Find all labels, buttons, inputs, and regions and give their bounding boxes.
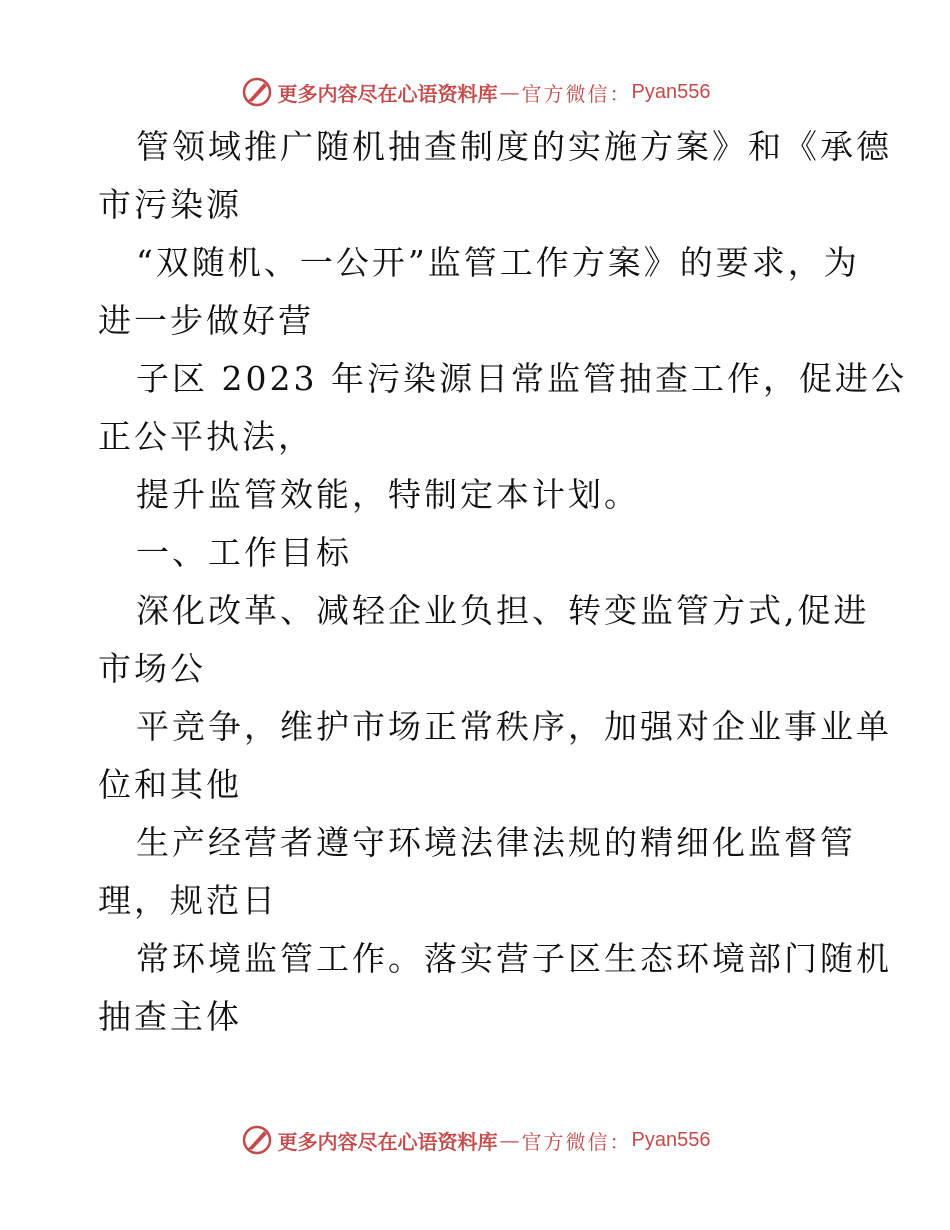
text-line: 抽查主体 (98, 997, 242, 1036)
text-line: 深化改革、减轻企业负担、转变监管方式,促进 (136, 591, 870, 630)
text-line: 子区 2023 年污染源日常监管抽查工作，促进公 (136, 359, 907, 398)
text-line: 理，规范日 (98, 881, 278, 920)
header-watermark (0, 72, 950, 112)
banner-wechat-id: Pyan556 (631, 80, 711, 103)
banner-sub-text: 官方微信： (521, 1129, 632, 1154)
banner-dash: — (499, 1128, 520, 1152)
quill-logo-icon (240, 75, 274, 109)
text-line: 正公平执法， (98, 417, 314, 456)
text-line: 一、工作目标 (136, 533, 352, 572)
text-line: 提升监管效能，特制定本计划。 (136, 475, 640, 514)
banner-sub-text: 官方微信： (521, 81, 632, 106)
banner-wechat-id: Pyan556 (631, 1128, 711, 1151)
text-line: 管领域推广随机抽查制度的实施方案》和《承德 (136, 127, 892, 166)
text-line: 生产经营者遵守环境法律法规的精细化监督管 (136, 823, 856, 862)
document-body (98, 118, 907, 1046)
quill-logo-icon (240, 1123, 274, 1157)
text-line: 进一步做好营 (98, 301, 314, 340)
text-line: “双随机、一公开”监管工作方案》的要求，为 (136, 243, 860, 282)
text-line: 市污染源 (98, 185, 242, 224)
text-line: 平竞争，维护市场正常秩序，加强对企业事业单 (136, 707, 892, 746)
banner-main-text: 更多内容尽在心语资料库 (277, 81, 498, 106)
text-line: 位和其他 (98, 765, 242, 804)
footer-watermark (0, 1120, 950, 1160)
text-line: 常环境监管工作。落实营子区生态环境部门随机 (136, 939, 892, 978)
banner-dash: — (499, 80, 520, 104)
text-line: 市场公 (98, 649, 206, 688)
banner-main-text: 更多内容尽在心语资料库 (277, 1129, 498, 1154)
